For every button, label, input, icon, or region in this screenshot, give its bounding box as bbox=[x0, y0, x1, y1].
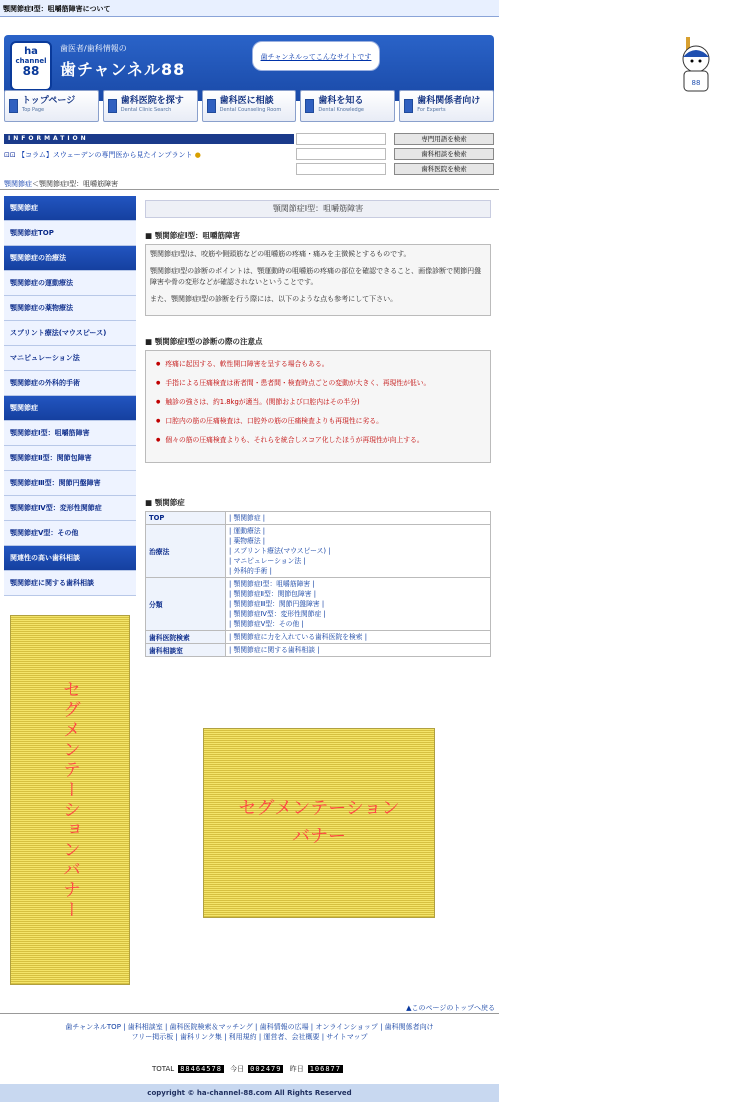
sitemap-link[interactable]: | 顎関節症に関する歯科相談 | bbox=[229, 646, 320, 654]
breadcrumb-current: 顎関節症Ⅰ型：咀嚼筋障害 bbox=[39, 180, 119, 188]
access-counter bbox=[0, 1064, 499, 1074]
sidebar-heading: 顎関節症 bbox=[4, 396, 136, 421]
content-title: 顎関節症Ⅰ型：咀嚼筋障害 bbox=[145, 200, 491, 218]
section-heading: ■ 顎関節症 bbox=[145, 498, 185, 507]
sidebar-item[interactable]: マニピュレーション法 bbox=[4, 346, 136, 371]
notes-box bbox=[145, 350, 491, 463]
today-label: 今日 bbox=[230, 1065, 245, 1073]
sitemap-link[interactable]: | 外科的手術 | bbox=[229, 567, 272, 575]
total-count: 88464578 bbox=[180, 1065, 222, 1073]
breadcrumb-sep: ＜ bbox=[32, 180, 39, 188]
consult-search-input[interactable] bbox=[296, 148, 386, 160]
paragraph: 顎関節症Ⅰ型の診断のポイントは、顎運動時の咀嚼筋の疼痛の部位を確認できること、画像診断で関節円盤障害や骨の変形などが確認されないということです。 bbox=[150, 267, 482, 286]
information-header: INFORMATION bbox=[4, 134, 294, 144]
banner-text-2: バナー bbox=[292, 826, 346, 847]
section-heading: ■ 顎関節症Ⅰ型：咀嚼筋障害 bbox=[145, 231, 240, 240]
sidebar-item[interactable]: 顎関節症Ⅲ型：関節円盤障害 bbox=[4, 471, 136, 496]
sitemap-key[interactable]: TOP bbox=[146, 512, 226, 525]
table-row bbox=[146, 644, 491, 657]
nav-experts[interactable] bbox=[399, 90, 494, 122]
sidebar-heading[interactable]: 顎関節症の治療法 bbox=[4, 246, 136, 271]
logo-text-3: 88 bbox=[22, 64, 40, 78]
nav-title: トップページ bbox=[22, 96, 76, 106]
nav-arrow-icon bbox=[108, 99, 117, 113]
banner-text-1: セグメンテーション bbox=[238, 798, 400, 819]
sidebar-heading: 顎関節症 bbox=[4, 196, 136, 221]
sidebar-item[interactable]: 顎関節症の外科的手術 bbox=[4, 371, 136, 396]
svg-text:88: 88 bbox=[691, 79, 701, 87]
page-top-link[interactable]: ▲このページのトップへ戻る bbox=[406, 1004, 495, 1012]
paragraph: 顎関節症Ⅰ型は、咬筋や側頭筋などの咀嚼筋の疼痛・痛みを主徴候とするものです。 bbox=[150, 250, 411, 258]
mascot-label bbox=[721, 59, 735, 114]
mascot-icon bbox=[672, 37, 716, 97]
about-site-link[interactable]: 歯チャンネルってこんなサイトです bbox=[260, 53, 372, 61]
mascot-name: 歯ちゃん bbox=[721, 60, 735, 79]
nav-sub: Dental Counseling Room bbox=[219, 107, 282, 113]
sitemap-link[interactable]: | マニピュレーション法 | bbox=[229, 557, 306, 565]
nav-counseling[interactable] bbox=[202, 90, 297, 122]
sidebar-item[interactable]: 顎関節症に関する歯科相談 bbox=[4, 571, 136, 596]
sitemap-link[interactable]: | 顎関節症に力を入れている歯科医院を検索 | bbox=[229, 633, 368, 641]
sidebar-item[interactable]: 顎関節症TOP bbox=[4, 221, 136, 246]
yesterday-count: 106877 bbox=[309, 1065, 341, 1073]
description-box bbox=[145, 244, 491, 316]
consult-search-button[interactable]: 歯科相談を検索 bbox=[394, 148, 494, 160]
sidebar-item[interactable]: 顎関節症Ⅴ型：その他 bbox=[4, 521, 136, 546]
news-link[interactable]: 【コラム】スウェーデンの専門医から見たインプラント bbox=[17, 151, 193, 159]
table-row bbox=[146, 578, 491, 631]
section-heading: ■ 顎関節症Ⅰ型の診断の際の注意点 bbox=[145, 337, 263, 346]
main-banner[interactable] bbox=[203, 728, 435, 918]
logo-text-1: ha bbox=[24, 46, 38, 57]
paragraph: また、顎関節症Ⅰ型の診断を行う際には、以下のような点も参考にして下さい。 bbox=[150, 295, 398, 303]
nav-arrow-icon bbox=[305, 99, 314, 113]
footer-links bbox=[0, 1022, 499, 1042]
nav-arrow-icon bbox=[404, 99, 413, 113]
footer-links-row[interactable]: 歯チャンネルTOP | 歯科相談室 | 歯科医院検索＆マッチング | 歯科情報の広場 | オンラインショップ | 歯科関係者向け bbox=[65, 1023, 434, 1031]
sidebar-item[interactable]: 顎関節症Ⅰ型：咀嚼筋障害 bbox=[4, 421, 136, 446]
sidebar-item[interactable]: 顎関節症Ⅱ型：関節包障害 bbox=[4, 446, 136, 471]
breadcrumb-parent[interactable]: 顎関節症 bbox=[4, 180, 32, 188]
news-arrow-icon: ⊡⊡ bbox=[4, 151, 16, 159]
speech-bubble bbox=[252, 41, 380, 71]
page-title-bar bbox=[0, 0, 499, 17]
sitemap-table bbox=[145, 511, 491, 657]
nav-sub: Dental Clinic Search bbox=[120, 107, 172, 113]
search-panel bbox=[296, 133, 494, 178]
nav-sub: Top Page bbox=[22, 107, 45, 113]
nav-sub: Dental Knowledge bbox=[318, 107, 364, 113]
nav-arrow-icon bbox=[9, 99, 18, 113]
mascot-number: 背番号：88 bbox=[721, 82, 735, 112]
note-item: ● 手指による圧痛検査は術者間・患者間・検査時点ごとの変動が大きく、再現性が低い。 bbox=[156, 378, 480, 388]
sidebar-item[interactable]: 顎関節症の薬物療法 bbox=[4, 296, 136, 321]
sidebar-item[interactable]: 顎関節症の運動療法 bbox=[4, 271, 136, 296]
nav-title: 歯科を知る bbox=[318, 96, 364, 106]
nav-sub: For Experts bbox=[417, 107, 446, 113]
sitemap-key: 歯科相談室 bbox=[146, 644, 226, 657]
sidebar-heading: 関連性の高い歯科相談 bbox=[4, 546, 136, 571]
nav-title: 歯科医院を探す bbox=[120, 96, 184, 106]
sitemap-link[interactable]: | 顎関節症Ⅰ型：咀嚼筋障害 | bbox=[229, 580, 315, 588]
information-news bbox=[4, 150, 294, 164]
table-row bbox=[146, 631, 491, 644]
note-item: ● 口腔内の筋の圧痛検査は、口腔外の筋の圧痛検査よりも再現性に劣る。 bbox=[156, 416, 480, 426]
table-row bbox=[146, 525, 491, 578]
logo-text-2: channel bbox=[15, 57, 47, 65]
note-item: ● 個々の筋の圧痛検査よりも、それらを統合しスコア化したほうが再現性が向上する。 bbox=[156, 435, 480, 445]
site-title[interactable]: 歯チャンネル88 bbox=[60, 60, 186, 79]
note-item: ● 触診の強さは、約1.8kgが適当。(関節および口腔内はその半分) bbox=[156, 397, 480, 407]
sitemap-link[interactable]: | 顎関節症Ⅳ型：変形性関節症 | bbox=[229, 610, 326, 618]
total-label: TOTAL bbox=[152, 1065, 175, 1073]
sitemap-link[interactable]: | 薬物療法 | bbox=[229, 537, 266, 545]
nav-arrow-icon bbox=[207, 99, 216, 113]
sitemap-link[interactable]: | スプリント療法(マウスピース) | bbox=[229, 547, 331, 555]
nav-clinic-search[interactable] bbox=[103, 90, 198, 122]
nav-title: 歯科関係者向け bbox=[417, 96, 481, 106]
side-banner[interactable]: セグメンテーションバナー bbox=[10, 615, 130, 985]
news-dot-icon: ● bbox=[194, 151, 201, 159]
sidebar-item[interactable]: 顎関節症Ⅳ型：変形性関節症 bbox=[4, 496, 136, 521]
main-content bbox=[145, 200, 491, 657]
sitemap-link[interactable]: | 顎関節症 | bbox=[229, 514, 266, 522]
site-subtitle: 歯医者/歯科情報の bbox=[60, 44, 127, 53]
footer-links-row[interactable]: フリー掲示板 | 歯科リンク集 | 利用規約 | 運営者、会社概要 | サイトマップ bbox=[131, 1033, 368, 1041]
yesterday-label: 昨日 bbox=[289, 1065, 304, 1073]
sitemap-key: 分類 bbox=[146, 578, 226, 631]
today-count: 002479 bbox=[250, 1065, 282, 1073]
sitemap-link[interactable]: | 顎関節症Ⅴ型：その他 | bbox=[229, 620, 304, 628]
nav-top-page[interactable] bbox=[4, 90, 99, 122]
sidebar-item[interactable]: スプリント療法(マウスピース) bbox=[4, 321, 136, 346]
sitemap-key: 治療法 bbox=[146, 525, 226, 578]
page-heading: 顎関節症Ⅰ型：咀嚼筋障害について bbox=[3, 5, 111, 13]
table-row bbox=[146, 512, 491, 525]
breadcrumb bbox=[4, 179, 118, 189]
nav-title: 歯科医に相談 bbox=[219, 96, 274, 106]
divider bbox=[0, 189, 499, 190]
glossary-search-button[interactable]: 専門用語を検索 bbox=[394, 133, 494, 145]
divider bbox=[0, 1013, 499, 1014]
clinic-search-input[interactable] bbox=[296, 163, 386, 175]
note-item: ● 疼痛に起因する、軟性開口障害を呈する場合もある。 bbox=[156, 359, 480, 369]
nav-knowledge[interactable] bbox=[300, 90, 395, 122]
sitemap-link[interactable]: | 顎関節症Ⅲ型：関節円盤障害 | bbox=[229, 600, 325, 608]
sitemap-key: 歯科医院検索 bbox=[146, 631, 226, 644]
sidebar bbox=[4, 196, 136, 596]
site-logo[interactable] bbox=[10, 41, 52, 91]
main-nav bbox=[4, 90, 494, 122]
clinic-search-button[interactable]: 歯科医院を検索 bbox=[394, 163, 494, 175]
sitemap-link[interactable]: | 顎関節症Ⅱ型：関節包障害 | bbox=[229, 590, 317, 598]
sitemap-link[interactable]: | 運動療法 | bbox=[229, 527, 266, 535]
copyright: copyright © ha-channel-88.com All Rights Reserved bbox=[0, 1084, 499, 1102]
glossary-search-input[interactable] bbox=[296, 133, 386, 145]
